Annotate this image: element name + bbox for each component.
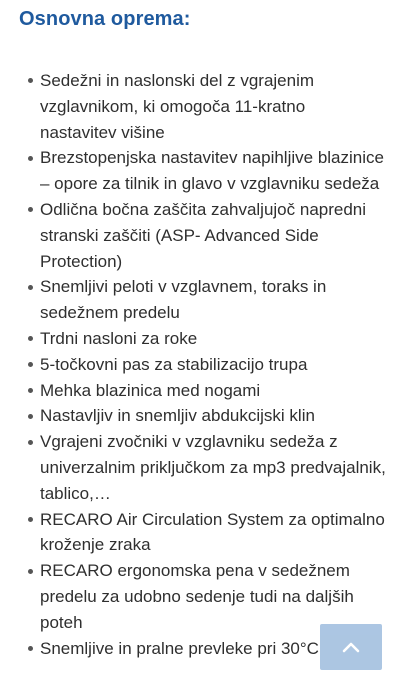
list-item-text: Snemljive in pralne prevleke pri 30°C [40,638,319,658]
bullet-icon [28,636,34,662]
list-item [40,403,390,429]
list-item-text: Vgrajeni zvočniki v vzglavniku sedeža z univerzalnim priključkom za mp3 predvajalnik, tablico,… [40,432,386,503]
bullet-icon [28,429,34,455]
list-item [40,352,390,378]
list-item-text: RECARO ergonomska pena v sedežnem predelu za udobno sedenje tudi na daljših poteh [40,561,354,632]
list-item-text: Trdni nasloni za roke [40,328,198,348]
feature-list [40,68,390,661]
list-item-text: Brezstopenjska nastavitev napihljive blazinice – opore za tilnik in glavo v vzglavniku sedeža [40,148,384,194]
list-item-text: Mehka blazinica med nogami [40,380,261,400]
list-item [40,507,390,559]
list-item [40,378,390,404]
list-item [40,197,390,274]
list-item [40,68,390,145]
section-heading: Osnovna oprema: [19,8,191,30]
list-item [40,429,390,506]
bullet-icon [28,274,34,300]
bullet-icon [28,145,34,171]
bullet-icon [28,326,34,352]
list-item-text: Sedežni in naslonski del z vgrajenim vzglavnikom, ki omogoča 11-kratno nastavitev višine [40,71,315,142]
list-item [40,326,390,352]
list-item-text: Nastavljiv in snemljiv abdukcijski klin [40,406,315,426]
list-item-text: RECARO Air Circulation System za optimalno kroženje zraka [40,509,385,555]
bullet-icon [28,507,34,533]
list-item [40,274,390,326]
bullet-icon [28,352,34,378]
list-item [40,145,390,197]
list-item-text: Snemljivi peloti v vzglavnem, toraks in sedežnem predelu [40,277,327,323]
bullet-icon [28,378,34,404]
bullet-icon [28,68,34,94]
scroll-to-top-button[interactable] [320,624,382,670]
bullet-icon [28,197,34,223]
bullet-icon [28,403,34,429]
bullet-icon [28,558,34,584]
chevron-up-icon [342,641,360,653]
list-item-text: 5-točkovni pas za stabilizacijo trupa [40,354,308,374]
list-item-text: Odlična bočna zaščita zahvaljujoč napredni stranski zaščiti (ASP- Advanced Side Protection) [40,199,367,271]
